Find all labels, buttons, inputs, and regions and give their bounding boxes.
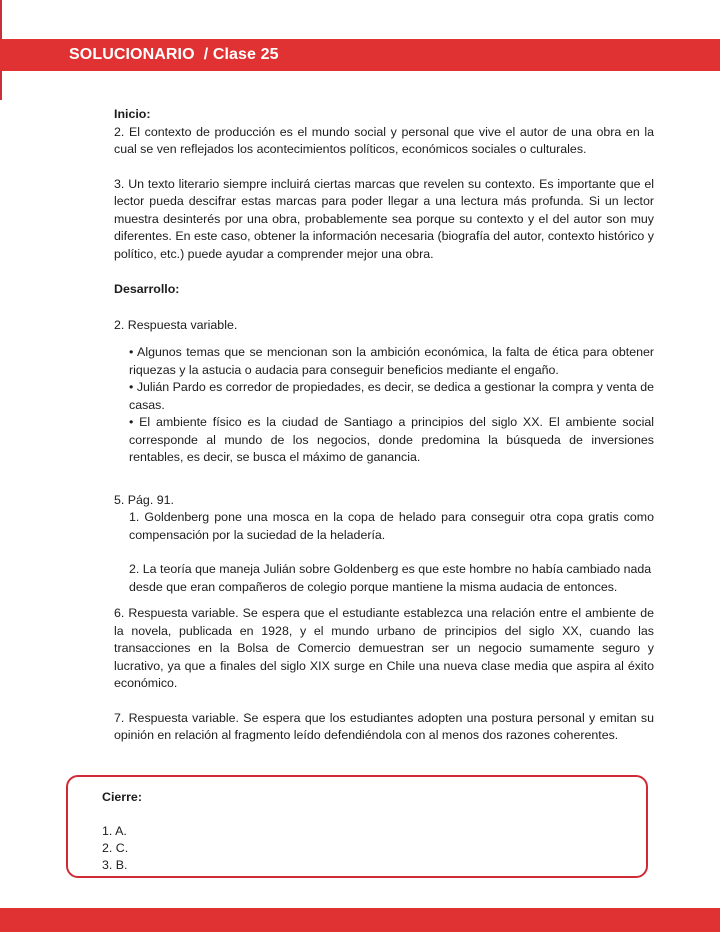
q5-answer-2-continued: desde que eran compañeros de colegio porque mantiene la misma audacia de entonces.	[129, 579, 618, 594]
inicio-answer-2: 2. El contexto de producción es el mundo social y personal que vive el autor de una obra en la cual se ven reflejados los acontecimientos políticos, económicos sociales o culturales.	[114, 124, 654, 156]
q5-answer-2: 2. La teoría que maneja Julián sobre Goldenberg es que este hombre no había cambiado nada	[129, 562, 652, 576]
bullet-item: • Julián Pardo es corredor de propiedades, es decir, se dedica a gestionar la compra y venta de casas.	[129, 380, 654, 412]
q5-answer-1: 1. Goldenberg pone una mosca en la copa de helado para conseguir otra copa gratis como compensación por la suciedad de la heladería.	[129, 510, 654, 542]
inicio-section	[114, 106, 654, 263]
desarrollo-heading: Desarrollo:	[114, 282, 180, 296]
cierre-answer: 1. A.	[102, 824, 127, 838]
footer-bar	[0, 908, 720, 932]
solution-content	[114, 106, 654, 745]
inicio-heading: Inicio:	[114, 107, 151, 121]
page-title: SOLUCIONARIO / Clase 25	[69, 46, 279, 63]
desarrollo-q6: 6. Respuesta variable. Se espera que el estudiante establezca una relación entre el ambiente de la novela, publicada en 1928, y el mundo urbano de principios del siglo XX, cuando las transacciones en la Bolsa de Comercio demuestran ser un negocio sumamente seguro y lucrativo, ya que a finales del siglo XIX surge en Chile una nueva clase media que aspira al éxito económico.	[114, 606, 654, 690]
desarrollo-q5-label: 5. Pág. 91.	[114, 492, 174, 507]
desarrollo-q2-bullets	[114, 344, 654, 467]
inicio-answer-3: 3. Un texto literario siempre incluirá ciertas marcas que revelen su contexto. Es importante que el lector pueda descifrar estas marcas para poder llegar a una lectura más profunda. Si un lector muestra desinterés por una obra, probablemente sea porque su contexto y el del autor son muy diferentes. En este caso, obtener la información necesaria (biografía del autor, contexto histórico y político, etc.) puede ayudar a comprender mejor una obra.	[114, 176, 654, 261]
cierre-answer: 3. B.	[102, 858, 128, 872]
desarrollo-q5-answers	[114, 509, 654, 596]
desarrollo-q7: 7. Respuesta variable. Se espera que los estudiantes adopten una postura personal y emitan su opinión en relación al fragmento leído defendiéndola con al menos dos razones coherentes.	[114, 710, 654, 742]
bullet-item: • El ambiente físico es la ciudad de Santiago a principios del siglo XX. El ambiente social corresponde al mundo de los negocios, donde predomina la búsqueda de inversiones rentables, es decir, se busca el máximo de ganancia.	[129, 415, 654, 464]
cierre-box	[66, 775, 648, 878]
bullet-item: • Algunos temas que se mencionan son la ambición económica, la falta de ética para obtener riquezas y la astucia o audacia para conseguir beneficios mediante el engaño.	[129, 345, 654, 377]
desarrollo-section	[114, 281, 654, 745]
desarrollo-q2-label: 2. Respuesta variable.	[114, 317, 238, 332]
cierre-heading: Cierre:	[102, 790, 142, 804]
cierre-answer: 2. C.	[102, 841, 129, 855]
